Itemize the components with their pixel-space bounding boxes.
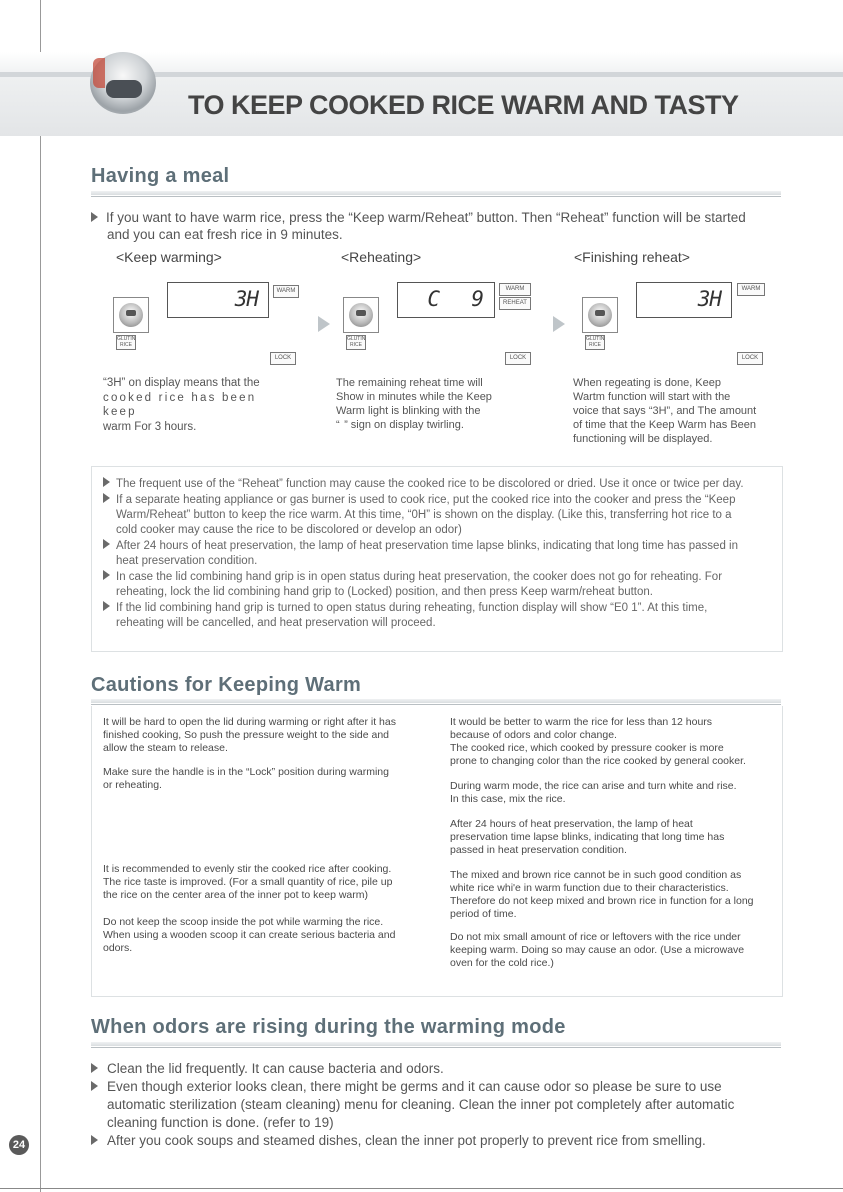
caution-line: period of time. (450, 908, 517, 920)
notes-list (103, 477, 783, 631)
display-value: 3H (697, 287, 721, 311)
flow-arrow-icon (553, 316, 565, 332)
intro-text (91, 209, 791, 243)
desc-line: The remaining reheat time will (336, 377, 483, 389)
margin-rule (40, 0, 41, 1192)
glutin-rice-button[interactable]: GLUTIN RICE (117, 336, 136, 348)
note-item (103, 570, 783, 600)
note-line: reheating, lock the lid combining hand grip to (Locked) position, and then press Keep warm/reheat button. (116, 586, 653, 598)
warm-button[interactable]: WARM (499, 283, 531, 296)
caution-line: Make sure the handle is in the “Lock” position during warming (103, 766, 389, 778)
odor-line: Clean the lid frequently. It can cause bacteria and odors. (107, 1061, 444, 1076)
glutin-rice-button[interactable]: GLUTIN RICE (347, 336, 366, 348)
control-panel-keep-warming (113, 285, 303, 363)
note-item (103, 477, 783, 492)
display-value: 3H (234, 287, 258, 311)
odor-line: After you cook soups and steamed dishes, clean the inner pot properly to prevent rice from smelling. (107, 1133, 706, 1148)
lcd-display (397, 282, 495, 318)
note-line: Warm/Reheat” button to keep the rice warm. At this time, “0H” is shown on the display. (Like this, transferring hot rice to a (116, 509, 732, 521)
caution-line: The cooked rice, which cooked by pressure cooker is more (450, 742, 724, 754)
caution-line: odors. (103, 942, 133, 954)
heading-underline (91, 699, 781, 703)
caution-line: During warm mode, the rice can arise and turn white and rise. (450, 780, 737, 792)
bullet-arrow-icon (91, 1081, 98, 1091)
caution-item (450, 931, 780, 970)
warm-button[interactable]: WARM (737, 283, 765, 296)
desc-line: of time that the Keep Warm has Been (573, 419, 757, 431)
caution-line: passed in heat preservation condition. (450, 844, 627, 856)
note-line: In case the lid combining hand grip is in open status during heat preservation, the cooker does not go for reheating. For (116, 571, 723, 583)
caution-item (103, 863, 433, 902)
bullet-arrow-icon (103, 477, 110, 487)
caution-item (450, 780, 780, 806)
control-panel-reheating (343, 285, 533, 363)
note-line: After 24 hours of heat preservation, the lamp of heat preservation time lapse blinks, indicating that long time has passed in (116, 540, 738, 552)
caution-line: oven for the cold rice.) (450, 957, 554, 969)
intro-line: If you want to have warm rice, press the “Keep warm/Reheat” button. Then “Reheat” function will be started (106, 210, 746, 225)
desc-line: “3H” on display means that the (103, 377, 260, 389)
bullet-arrow-icon (103, 570, 110, 580)
flow-arrow-icon (318, 316, 330, 332)
odor-line: automatic sterilization (steam cleaning) menu for cleaning. Clean the inner pot completely after automatic (107, 1097, 735, 1112)
display-value: C 9 (427, 287, 486, 311)
caution-line: white rice whi'e in warm function due to their characteristics. (450, 882, 729, 894)
desc-line: Show in minutes while the Keep (336, 391, 492, 403)
caution-line: finished cooking, So push the pressure weight to the side and (103, 729, 390, 741)
desc-line: warm For 3 hours. (103, 420, 197, 433)
caution-line: allow the steam to release. (103, 742, 228, 754)
heading-rule (91, 196, 781, 197)
caution-line: It is recommended to evenly stir the cooked rice after cooking. (103, 863, 392, 875)
desc-line: functioning will be displayed. (573, 433, 713, 445)
step-label-keep-warming: <Keep warming> (116, 249, 222, 265)
odor-item (91, 1132, 791, 1150)
cautions-left-column (103, 716, 433, 955)
caution-line: The rice taste is improved. (For a small quantity of rice, pile up (103, 876, 393, 888)
caution-item (450, 869, 780, 921)
caution-line: Do not keep the scoop inside the pot while warming the rice. (103, 916, 384, 928)
caution-item (450, 818, 780, 857)
caution-item (103, 716, 433, 755)
intro-line: and you can eat fresh rice in 9 minutes. (107, 227, 343, 242)
caution-line: It will be hard to open the lid during warming or right after it has (103, 716, 396, 728)
warm-button[interactable]: WARM (273, 285, 299, 298)
control-panel-finishing (582, 285, 772, 363)
rice-pot-icon (119, 303, 143, 327)
caution-item (103, 766, 433, 792)
caution-line: because of odors and color change. (450, 729, 617, 741)
step-label-finishing: <Finishing reheat> (574, 249, 690, 265)
bullet-arrow-icon (103, 493, 110, 503)
caution-line: or reheating. (103, 779, 162, 791)
pot-icon-box (582, 297, 618, 333)
caution-item (450, 716, 780, 768)
bottom-rule (0, 1188, 843, 1189)
caution-item (103, 916, 433, 955)
section-heading-odors: When odors are rising during the warming mode (91, 1016, 566, 1038)
heading-underline (91, 191, 781, 195)
caution-line: prone to changing color than the rice cooked by general cooker. (450, 755, 746, 767)
caution-line: In this case, mix the rice. (450, 793, 566, 805)
caution-line: It would be better to warm the rice for less than 12 hours (450, 716, 713, 728)
rice-pot-icon (588, 303, 612, 327)
caution-line: the rice on the center area of the inner pot to keep warm) (103, 889, 368, 901)
step-description-keep-warming (103, 376, 288, 434)
pot-icon-box (343, 297, 379, 333)
bullet-arrow-icon (91, 1063, 98, 1073)
caution-line: preservation time lapse blinks, indicating that long time has (450, 831, 725, 843)
heading-rule (91, 1047, 781, 1048)
cautions-right-column (450, 716, 780, 970)
heading-rule (91, 704, 781, 705)
caution-line: Therefore do not keep mixed and brown rice in function for a long (450, 895, 754, 907)
bullet-arrow-icon (103, 601, 110, 611)
rice-pot-icon (349, 303, 373, 327)
odor-line: Even though exterior looks clean, there might be germs and it can cause odor so please be sure to use (107, 1079, 722, 1094)
page-number: 24 (9, 1135, 29, 1155)
note-line: If a separate heating appliance or gas burner is used to cook rice, put the cooked rice into the cooker and press the “Keep (116, 494, 736, 506)
caution-line: When using a wooden scoop it can create serious bacteria and (103, 929, 396, 941)
lcd-display (167, 282, 269, 318)
desc-line: voice that says “3H”, and The amount (573, 405, 757, 417)
note-line: heat preservation condition. (116, 555, 258, 567)
caution-line: keeping warm. Doing so may cause an odor. (Use a microwave (450, 944, 745, 956)
desc-line: Wartm function will start with the (573, 391, 731, 403)
note-line: reheating will be cancelled, and heat preservation will proceed. (116, 617, 436, 629)
odor-item (91, 1060, 791, 1078)
bullet-arrow-icon (103, 539, 110, 549)
desc-line: “ ” sign on display twirling. (336, 419, 464, 431)
glutin-rice-button[interactable]: GLUTIN RICE (586, 336, 605, 348)
caution-line: After 24 hours of heat preservation, the lamp of heat (450, 818, 693, 830)
cooker-accent (93, 58, 105, 88)
odor-item (91, 1078, 791, 1132)
lock-button[interactable]: LOCK (737, 352, 763, 365)
note-line: cold cooker may cause the rice to be discolored or develop an odor) (116, 524, 462, 536)
bullet-arrow-icon (91, 212, 98, 222)
section-heading-cautions: Cautions for Keeping Warm (91, 674, 362, 696)
lock-button[interactable]: LOCK (505, 352, 531, 365)
page-title: TO KEEP COOKED RICE WARM AND TASTY (188, 90, 739, 120)
note-line: The frequent use of the “Reheat” function may cause the cooked rice to be discolored or dried. Use it once or twice per day. (116, 478, 744, 490)
lock-button[interactable]: LOCK (270, 352, 296, 365)
lcd-display (636, 282, 732, 318)
step-label-reheating: <Reheating> (341, 249, 422, 265)
note-item (103, 493, 783, 538)
odors-list (91, 1060, 791, 1150)
caution-line: Do not mix small amount of rice or leftovers with the rice under (450, 931, 741, 943)
desc-line: When regeating is done, Keep (573, 377, 721, 389)
bullet-arrow-icon (91, 1135, 98, 1145)
cooker-control-panel (106, 80, 142, 98)
note-item (103, 601, 783, 631)
step-description-finishing (573, 376, 788, 446)
step-description-reheating (336, 376, 536, 432)
section-heading-having-meal: Having a meal (91, 165, 230, 187)
desc-line: Warm light is blinking with the (336, 405, 481, 417)
reheat-button[interactable]: REHEAT (499, 297, 531, 310)
note-line: If the lid combining hand grip is turned to open status during reheating, function display will show “E0 1”. At this time, (116, 602, 708, 614)
odor-line: cleaning function is done. (refer to 19) (107, 1115, 334, 1130)
caution-line: The mixed and brown rice cannot be in such good condition as (450, 869, 742, 881)
note-item (103, 539, 783, 569)
desc-line: cooked rice has been keep (103, 391, 257, 418)
heading-underline (91, 1042, 781, 1046)
pot-icon-box (113, 297, 149, 333)
